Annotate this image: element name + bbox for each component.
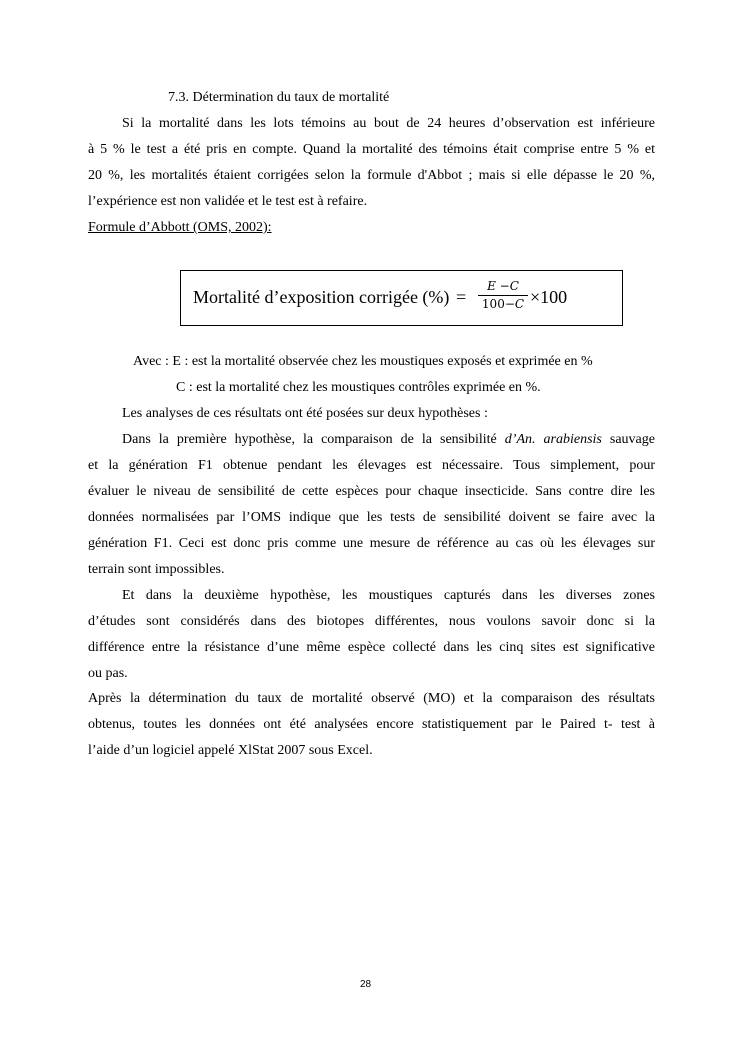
paragraph3-line4: données normalisées par l’OMS indique que les tests de sensibilité doivent se faire avec la	[88, 510, 655, 525]
formula-numerator: E −C	[487, 279, 519, 293]
definition-c: C : est la mortalité chez les moustiques contrôles exprimée en %.	[176, 380, 541, 395]
paragraph5-line3: l’aide d’un logiciel appelé XlStat 2007 sous Excel.	[88, 743, 373, 758]
paragraph3-line1	[122, 431, 655, 449]
formula-label: Mortalité d’exposition corrigée (%)	[193, 287, 450, 307]
page-number: 28	[360, 979, 372, 990]
paragraph3-line5: génération F1. Ceci est donc pris comme une mesure de référence au cas où les élevages sur	[88, 536, 655, 551]
definition-e: Avec : E : est la mortalité observée chez les moustiques exposés et exprimée en %	[133, 354, 593, 369]
paragraph1-line2: à 5 % le test a été pris en compte. Quand la mortalité des témoins était comprise entre 5 % et	[88, 142, 655, 157]
denominator-prefix: 100−	[481, 297, 515, 311]
paragraph3-line6: terrain sont impossibles.	[88, 562, 225, 577]
paragraph3-line3: évaluer le niveau de sensibilité de cette espèces pour chaque insecticide. Sans contre dire les	[88, 484, 655, 499]
formula-title: Formule d’Abbott (OMS, 2002):	[88, 220, 272, 235]
formula-box	[180, 270, 623, 326]
formula-equals: =	[456, 287, 467, 307]
species-name: d’An. arabiensis	[504, 432, 602, 447]
paragraph4-line3: différence entre la résistance d’une même espèce collecté dans les cinq sites est significative	[88, 640, 655, 655]
denominator-var: C	[514, 297, 525, 311]
section-heading: 7.3. Détermination du taux de mortalité	[168, 90, 390, 105]
paragraph1-line4: l’expérience est non validée et le test est à refaire.	[88, 194, 368, 209]
paragraph4-line2: d’études sont considérés dans des biotopes différentes, nous voulons savoir donc si la	[88, 614, 655, 629]
formula-denominator	[478, 297, 528, 312]
paragraph3-line1-a: Dans la première hypothèse, la comparaison de la sensibilité	[122, 432, 505, 447]
paragraph5-line1: Après la détermination du taux de mortalité observé (MO) et la comparaison des résultats	[88, 691, 655, 706]
paragraph3-line2: et la génération F1 obtenue pendant les élevages est nécessaire. Tous simplement, pour	[88, 458, 655, 473]
formula-times: ×100	[530, 287, 568, 307]
paragraph1-line3: 20 %, les mortalités étaient corrigées selon la formule d'Abbot ; mais si elle dépasse le 20 %,	[88, 168, 655, 183]
fraction-bar	[478, 295, 528, 296]
paragraph4-line4: ou pas.	[88, 666, 128, 681]
paragraph1-line1: Si la mortalité dans les lots témoins au bout de 24 heures d’observation est inférieure	[122, 116, 655, 131]
paragraph4-line1: Et dans la deuxième hypothèse, les moustiques capturés dans les diverses zones	[122, 588, 655, 603]
paragraph3-line1-b: sauvage	[601, 432, 655, 447]
paragraph5-line2: obtenus, toutes les données ont été analysées encore statistiquement par le Paired t- test à	[88, 717, 655, 732]
paragraph2-line1: Les analyses de ces résultats ont été posées sur deux hypothèses :	[122, 406, 488, 421]
formula-fraction	[478, 279, 528, 312]
